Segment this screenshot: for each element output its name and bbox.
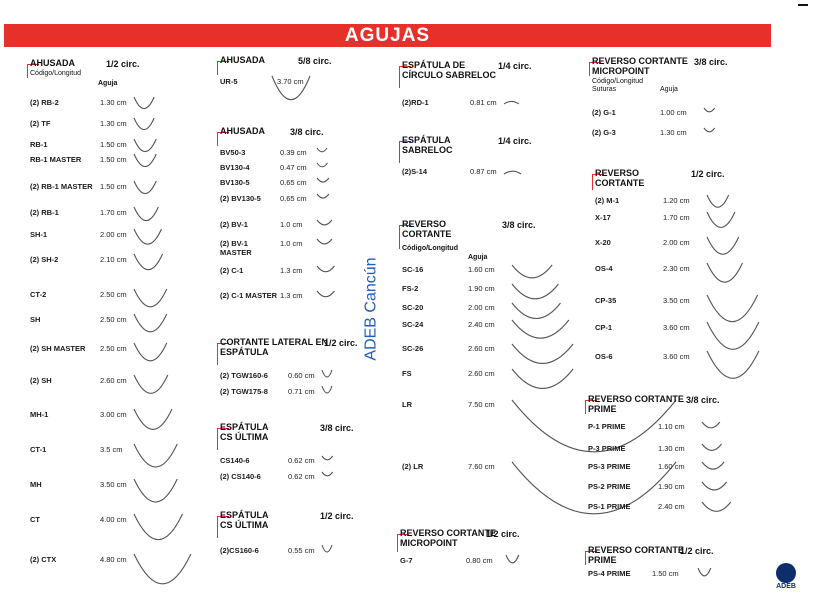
- list-item: [402, 344, 590, 356]
- needle-length: 2.60 cm: [468, 369, 495, 378]
- column-label: Código/Longitud: [402, 245, 458, 252]
- needle-icon: [270, 75, 312, 97]
- needle-length: 2.30 cm: [663, 264, 690, 273]
- list-item: [30, 315, 212, 327]
- list-item: [402, 167, 582, 179]
- needle-icon: [705, 294, 760, 323]
- section-reverso-cortante-prime-1-2: [588, 545, 763, 585]
- needle-icon: [315, 161, 329, 169]
- needle-code: CT: [30, 515, 40, 524]
- section-header: [220, 337, 330, 357]
- logo-icon: [776, 563, 796, 583]
- needle-icon: [315, 176, 331, 184]
- needle-length: 3.70 cm: [277, 77, 304, 86]
- needle-code: PS-2 PRIME: [588, 482, 631, 491]
- needle-length: 1.70 cm: [663, 213, 690, 222]
- needle-icon: [705, 350, 761, 379]
- column-label: Suturas: [592, 86, 617, 93]
- needle-icon: [705, 321, 761, 350]
- needle-code: P-3 PRIME: [588, 444, 626, 453]
- header-bracket-vertical: [399, 141, 400, 163]
- needle-icon: [320, 385, 334, 393]
- needle-length: 3.00 cm: [100, 410, 127, 419]
- section-espatula-cs-3-8: [220, 422, 370, 487]
- list-item: [595, 238, 785, 250]
- needle-code: (2) SH-2: [30, 255, 59, 264]
- needle-length: 1.30 cm: [660, 128, 687, 137]
- needle-code: SC-26: [402, 344, 424, 353]
- header-bracket-vertical: [217, 428, 218, 450]
- curvature-label: 3/8 circ.: [694, 57, 728, 67]
- list-item: [30, 255, 212, 267]
- curvature-label: 1/4 circ.: [498, 61, 532, 71]
- needle-length: 0.60 cm: [288, 371, 315, 380]
- watermark-text: ADEB Cancún: [362, 257, 380, 361]
- list-item: [30, 344, 212, 356]
- needle-length: 3.5 cm: [100, 445, 123, 454]
- page-title: AGUJAS: [344, 25, 431, 46]
- needle-code: RB-1 MASTER: [30, 155, 82, 164]
- section-header: [402, 135, 512, 155]
- needle-code: P-1 PRIME: [588, 422, 626, 431]
- list-item: [30, 410, 212, 422]
- section-header: [588, 394, 698, 414]
- needle-icon: [700, 460, 726, 474]
- list-item: [30, 290, 212, 302]
- needle-length: 0.55 cm: [288, 546, 315, 555]
- needle-length: 1.50 cm: [100, 140, 127, 149]
- section-espatula-cs-1-2: [220, 510, 370, 560]
- needle-icon: [700, 480, 729, 495]
- needle-length: 0.62 cm: [288, 456, 315, 465]
- needle-icon: [320, 369, 334, 377]
- list-item: [588, 444, 780, 456]
- list-item: [402, 369, 590, 381]
- needle-code: OS-4: [595, 264, 613, 273]
- list-item: [400, 556, 584, 568]
- list-item: [220, 387, 400, 399]
- curvature-label: 1/2 circ.: [320, 511, 354, 521]
- header-bracket-vertical: [217, 132, 218, 146]
- needle-length: 2.50 cm: [100, 290, 127, 299]
- needle-length: 0.39 cm: [280, 148, 307, 157]
- list-item: [588, 569, 776, 581]
- list-item: [30, 515, 212, 527]
- curvature-label: 3/8 circ.: [686, 395, 720, 405]
- section-header: [595, 168, 705, 188]
- list-item: [595, 196, 785, 208]
- header-bracket-vertical: [399, 66, 400, 88]
- header-bracket-vertical: [399, 225, 400, 249]
- needle-code: (2) M-1: [595, 196, 620, 205]
- list-item: [595, 323, 785, 335]
- needle-code: (2)RD-1: [402, 98, 429, 107]
- needle-icon: [510, 367, 575, 401]
- needle-code: PS-3 PRIME: [588, 462, 631, 471]
- list-item: [592, 108, 782, 120]
- needle-code: (2) BV130-5: [220, 194, 261, 203]
- needle-length: 1.30 cm: [100, 119, 127, 128]
- list-item: [220, 371, 400, 383]
- section-reverso-cortante-1-2: [595, 168, 765, 378]
- section-espatula-circulo-sabreloc: [402, 60, 552, 115]
- needle-icon: [315, 289, 336, 300]
- list-item: [30, 555, 212, 567]
- list-item: [30, 98, 212, 110]
- curvature-label: 1/2 circ.: [691, 169, 725, 179]
- list-item: [220, 77, 350, 89]
- needle-code: X-20: [595, 238, 611, 247]
- needle-code: MH-1: [30, 410, 49, 419]
- needle-code: (2) CS140-6: [220, 472, 261, 481]
- header-bracket-vertical: [592, 174, 593, 190]
- list-item: [402, 284, 590, 296]
- section-title: ESPÁTULA DE CÍRCULO SABRELOC: [402, 60, 496, 80]
- header-bracket-vertical: [217, 61, 218, 75]
- needle-icon: [132, 313, 169, 332]
- needle-length: 2.00 cm: [100, 230, 127, 239]
- header-bracket-vertical: [397, 534, 398, 552]
- needle-code: (2) RB-1: [30, 208, 59, 217]
- needle-icon: [315, 264, 336, 275]
- list-item: [220, 194, 395, 206]
- needle-code: CT-1: [30, 445, 47, 454]
- section-header: [30, 58, 170, 68]
- needle-code: CP-1: [595, 323, 613, 332]
- needle-length: 1.50 cm: [100, 155, 127, 164]
- section-header: [220, 510, 330, 530]
- needle-length: 3.60 cm: [663, 323, 690, 332]
- section-cortante-lateral: [220, 337, 370, 407]
- needle-length: 1.50 cm: [652, 569, 679, 578]
- list-item: [595, 264, 785, 276]
- needle-length: 2.60 cm: [468, 344, 495, 353]
- list-item: [220, 220, 395, 232]
- needle-length: 1.90 cm: [658, 482, 685, 491]
- needle-icon: [700, 420, 722, 431]
- list-item: [402, 303, 590, 315]
- needle-icon: [132, 180, 158, 194]
- needle-icon: [702, 106, 717, 114]
- list-item: [30, 182, 212, 194]
- header-bracket-vertical: [585, 400, 586, 414]
- curvature-label: 1/2 circ.: [106, 59, 140, 69]
- needle-code: X-17: [595, 213, 611, 222]
- needle-length: 1.3 cm: [280, 266, 303, 275]
- corner-dash: [798, 4, 808, 6]
- needle-code: CS140-6: [220, 456, 250, 465]
- needle-length: 7.60 cm: [468, 462, 495, 471]
- needle-length: 3.60 cm: [663, 352, 690, 361]
- needle-length: 3.50 cm: [663, 296, 690, 305]
- needle-code: (2) G-1: [592, 108, 616, 117]
- list-item: [220, 178, 395, 190]
- needle-code: (2) BV-1 MASTER: [220, 239, 252, 257]
- logo-label: ADEB: [776, 583, 796, 590]
- section-reverso-micropoint-1-2: [400, 528, 570, 578]
- needle-length: 0.47 cm: [280, 163, 307, 172]
- needle-code: (2) BV-1: [220, 220, 248, 229]
- section-title: ESPÁTULA CS ÚLTIMA: [220, 510, 269, 530]
- list-item: [588, 422, 780, 434]
- needle-icon: [696, 567, 713, 576]
- list-item: [30, 230, 212, 242]
- needle-icon: [702, 126, 717, 134]
- list-item: [30, 480, 212, 492]
- title-bar: [4, 24, 771, 47]
- section-title: REVERSO CORTANTE: [402, 219, 452, 239]
- needle-code: OS-6: [595, 352, 613, 361]
- section-title: REVERSO CORTANTE: [595, 168, 645, 188]
- list-item: [595, 213, 785, 225]
- needle-length: 1.3 cm: [280, 291, 303, 300]
- needle-length: 2.50 cm: [100, 344, 127, 353]
- list-item: [30, 208, 212, 220]
- needle-length: 2.40 cm: [658, 502, 685, 511]
- section-title: AHUSADA: [220, 126, 265, 136]
- header-bracket-vertical: [589, 62, 590, 76]
- list-item: [220, 163, 395, 175]
- needle-code: (2) G-3: [592, 128, 616, 137]
- curvature-label: 3/8 circ.: [502, 220, 536, 230]
- needle-length: 7.50 cm: [468, 400, 495, 409]
- needle-icon: [502, 165, 523, 176]
- needle-code: (2) TGW160-6: [220, 371, 268, 380]
- needle-icon: [705, 211, 737, 228]
- section-title: REVERSO CORTANTE MICROPOINT: [592, 56, 688, 76]
- list-item: [402, 265, 590, 277]
- needle-code: (2) TF: [30, 119, 51, 128]
- needle-code: (2) TGW175-8: [220, 387, 268, 396]
- needle-length: 1.30 cm: [658, 444, 685, 453]
- section-title: REVERSO CORTANTE PRIME: [588, 545, 684, 565]
- needle-length: 3.50 cm: [100, 480, 127, 489]
- needle-icon: [132, 96, 156, 109]
- needle-length: 1.30 cm: [100, 98, 127, 107]
- list-item: [588, 462, 780, 474]
- needle-icon: [132, 117, 156, 130]
- needle-icon: [132, 553, 193, 585]
- section-ahusada-half: [30, 58, 200, 578]
- needle-icon: [315, 237, 334, 247]
- needle-length: 2.50 cm: [100, 315, 127, 324]
- needle-code: BV130-4: [220, 163, 250, 172]
- list-item: [592, 128, 782, 140]
- column-label: Aguja: [660, 86, 678, 93]
- needle-icon: [132, 443, 179, 468]
- curvature-label: 5/8 circ.: [298, 56, 332, 66]
- list-item: [220, 472, 400, 484]
- needle-icon: [132, 253, 165, 270]
- needle-length: 0.62 cm: [288, 472, 315, 481]
- list-item: [402, 462, 590, 474]
- header-bracket-vertical: [217, 516, 218, 538]
- needle-code: (2) RB-2: [30, 98, 59, 107]
- section-title: ESPÁTULA SABRELOC: [402, 135, 453, 155]
- needle-icon: [132, 408, 174, 430]
- needle-length: 1.00 cm: [660, 108, 687, 117]
- needle-icon: [705, 236, 741, 255]
- needle-icon: [705, 262, 744, 283]
- needle-code: FS-2: [402, 284, 419, 293]
- needle-icon: [504, 554, 521, 563]
- needle-icon: [700, 500, 733, 517]
- needle-code: PS-1 PRIME: [588, 502, 631, 511]
- needle-code: UR-5: [220, 77, 238, 86]
- column-label: Código/Longitud: [30, 70, 81, 77]
- needle-icon: [132, 153, 158, 167]
- list-item: [220, 456, 400, 468]
- needle-code: (2) C-1 MASTER: [220, 291, 278, 300]
- needle-icon: [502, 96, 521, 106]
- curvature-label: 1/2 circ.: [680, 546, 714, 556]
- section-title: ESPÁTULA CS ÚLTIMA: [220, 422, 269, 442]
- section-reverso-cortante-prime-3-8: [588, 394, 763, 524]
- section-title: REVERSO CORTANTE MICROPOINT: [400, 528, 496, 548]
- needle-code: (2) RB-1 MASTER: [30, 182, 93, 191]
- needle-length: 1.60 cm: [658, 462, 685, 471]
- needle-code: SC-24: [402, 320, 424, 329]
- needle-icon: [132, 228, 164, 245]
- list-item: [402, 320, 590, 332]
- needle-length: 1.70 cm: [100, 208, 127, 217]
- needle-icon: [132, 288, 169, 307]
- list-item: [588, 482, 780, 494]
- column-label: Código/Longitud: [592, 78, 643, 85]
- list-item: [402, 98, 582, 110]
- needle-icon: [132, 513, 185, 541]
- needle-code: CT-2: [30, 290, 47, 299]
- list-item: [30, 119, 212, 131]
- needle-icon: [315, 146, 329, 154]
- section-espatula-sabreloc: [402, 135, 552, 185]
- header-bracket-vertical: [217, 343, 218, 365]
- list-item: [30, 376, 212, 388]
- needle-icon: [132, 374, 170, 394]
- needle-code: CP-35: [595, 296, 617, 305]
- section-header: [402, 219, 512, 239]
- curvature-label: 3/8 circ.: [320, 423, 354, 433]
- section-title: REVERSO CORTANTE PRIME: [588, 394, 684, 414]
- needle-length: 2.40 cm: [468, 320, 495, 329]
- section-title: CORTANTE LATERAL EN ESPÁTULA: [220, 337, 328, 357]
- section-ahusada-5-8: [220, 55, 370, 105]
- curvature-label: 3/8 circ.: [290, 127, 324, 137]
- needle-code: BV130-5: [220, 178, 250, 187]
- column-label: Aguja: [468, 254, 488, 261]
- column-label: Aguja: [98, 80, 118, 87]
- needle-length: 1.90 cm: [468, 284, 495, 293]
- section-header: [220, 422, 330, 442]
- needle-icon: [315, 192, 331, 200]
- needle-code: (2) LR: [402, 462, 424, 471]
- needle-icon: [320, 544, 334, 552]
- needle-code: (2) SH: [30, 376, 52, 385]
- section-header: [402, 60, 512, 80]
- needle-code: FS: [402, 369, 412, 378]
- needle-code: SH: [30, 315, 41, 324]
- needle-icon: [315, 218, 334, 228]
- needle-icon: [132, 342, 169, 361]
- needle-code: BV50-3: [220, 148, 246, 157]
- needle-length: 0.81 cm: [470, 98, 497, 107]
- needle-length: 2.00 cm: [468, 303, 495, 312]
- section-ahusada-3-8: [220, 126, 370, 316]
- needle-length: 1.0 cm: [280, 239, 303, 248]
- adeb-logo: [771, 563, 801, 590]
- needle-length: 1.60 cm: [468, 265, 495, 274]
- needle-code: LR: [402, 400, 412, 409]
- list-item: [30, 445, 212, 457]
- needle-length: 0.65 cm: [280, 194, 307, 203]
- list-item: [402, 400, 590, 412]
- needle-code: RB-1: [30, 140, 48, 149]
- needle-length: 2.60 cm: [100, 376, 127, 385]
- needle-icon: [132, 478, 179, 503]
- list-item: [595, 352, 785, 364]
- needle-icon: [132, 206, 160, 221]
- needle-length: 0.71 cm: [288, 387, 315, 396]
- list-item: [595, 296, 785, 308]
- needle-code: SH-1: [30, 230, 48, 239]
- needle-icon: [700, 442, 724, 454]
- needle-code: G-7: [400, 556, 413, 565]
- needle-length: 1.0 cm: [280, 220, 303, 229]
- needle-icon: [320, 454, 335, 462]
- watermark: [360, 250, 390, 370]
- needle-length: 1.10 cm: [658, 422, 685, 431]
- section-title: AHUSADA: [220, 55, 265, 65]
- needle-code: SC-16: [402, 265, 424, 274]
- header-bracket-vertical: [585, 551, 586, 565]
- section-title: AHUSADA: [30, 58, 75, 68]
- section-reverso-cortante-3-8: [402, 219, 572, 519]
- needle-code: (2) CTX: [30, 555, 57, 564]
- needle-code: (2)CS160-6: [220, 546, 259, 555]
- needle-length: 0.80 cm: [466, 556, 493, 565]
- needle-code: PS-4 PRIME: [588, 569, 631, 578]
- needle-length: 1.20 cm: [663, 196, 690, 205]
- list-item: [220, 148, 395, 160]
- needle-code: (2) C-1: [220, 266, 244, 275]
- section-reverso-micropoint-3-8: [592, 56, 762, 146]
- needle-icon: [705, 194, 731, 207]
- list-item: [220, 546, 400, 558]
- needle-length: 2.00 cm: [663, 238, 690, 247]
- needle-code: (2) SH MASTER: [30, 344, 86, 353]
- needle-length: 2.10 cm: [100, 255, 127, 264]
- needle-code: MH: [30, 480, 42, 489]
- curvature-label: 1/2 circ.: [486, 529, 520, 539]
- needle-icon: [320, 470, 335, 478]
- needle-length: 0.87 cm: [470, 167, 497, 176]
- header-bracket-vertical: [27, 64, 28, 78]
- needle-length: 4.00 cm: [100, 515, 127, 524]
- needle-icon: [132, 138, 158, 152]
- curvature-label: 1/2 circ.: [324, 338, 358, 348]
- section-header: [592, 56, 702, 76]
- needle-code: SC-20: [402, 303, 424, 312]
- needle-length: 0.65 cm: [280, 178, 307, 187]
- list-item: [588, 502, 780, 514]
- list-item: [30, 140, 212, 152]
- list-item: [30, 155, 212, 167]
- needle-code: (2)S-14: [402, 167, 428, 176]
- needle-length: 1.50 cm: [100, 182, 127, 191]
- needle-length: 4.80 cm: [100, 555, 127, 564]
- curvature-label: 1/4 circ.: [498, 136, 532, 146]
